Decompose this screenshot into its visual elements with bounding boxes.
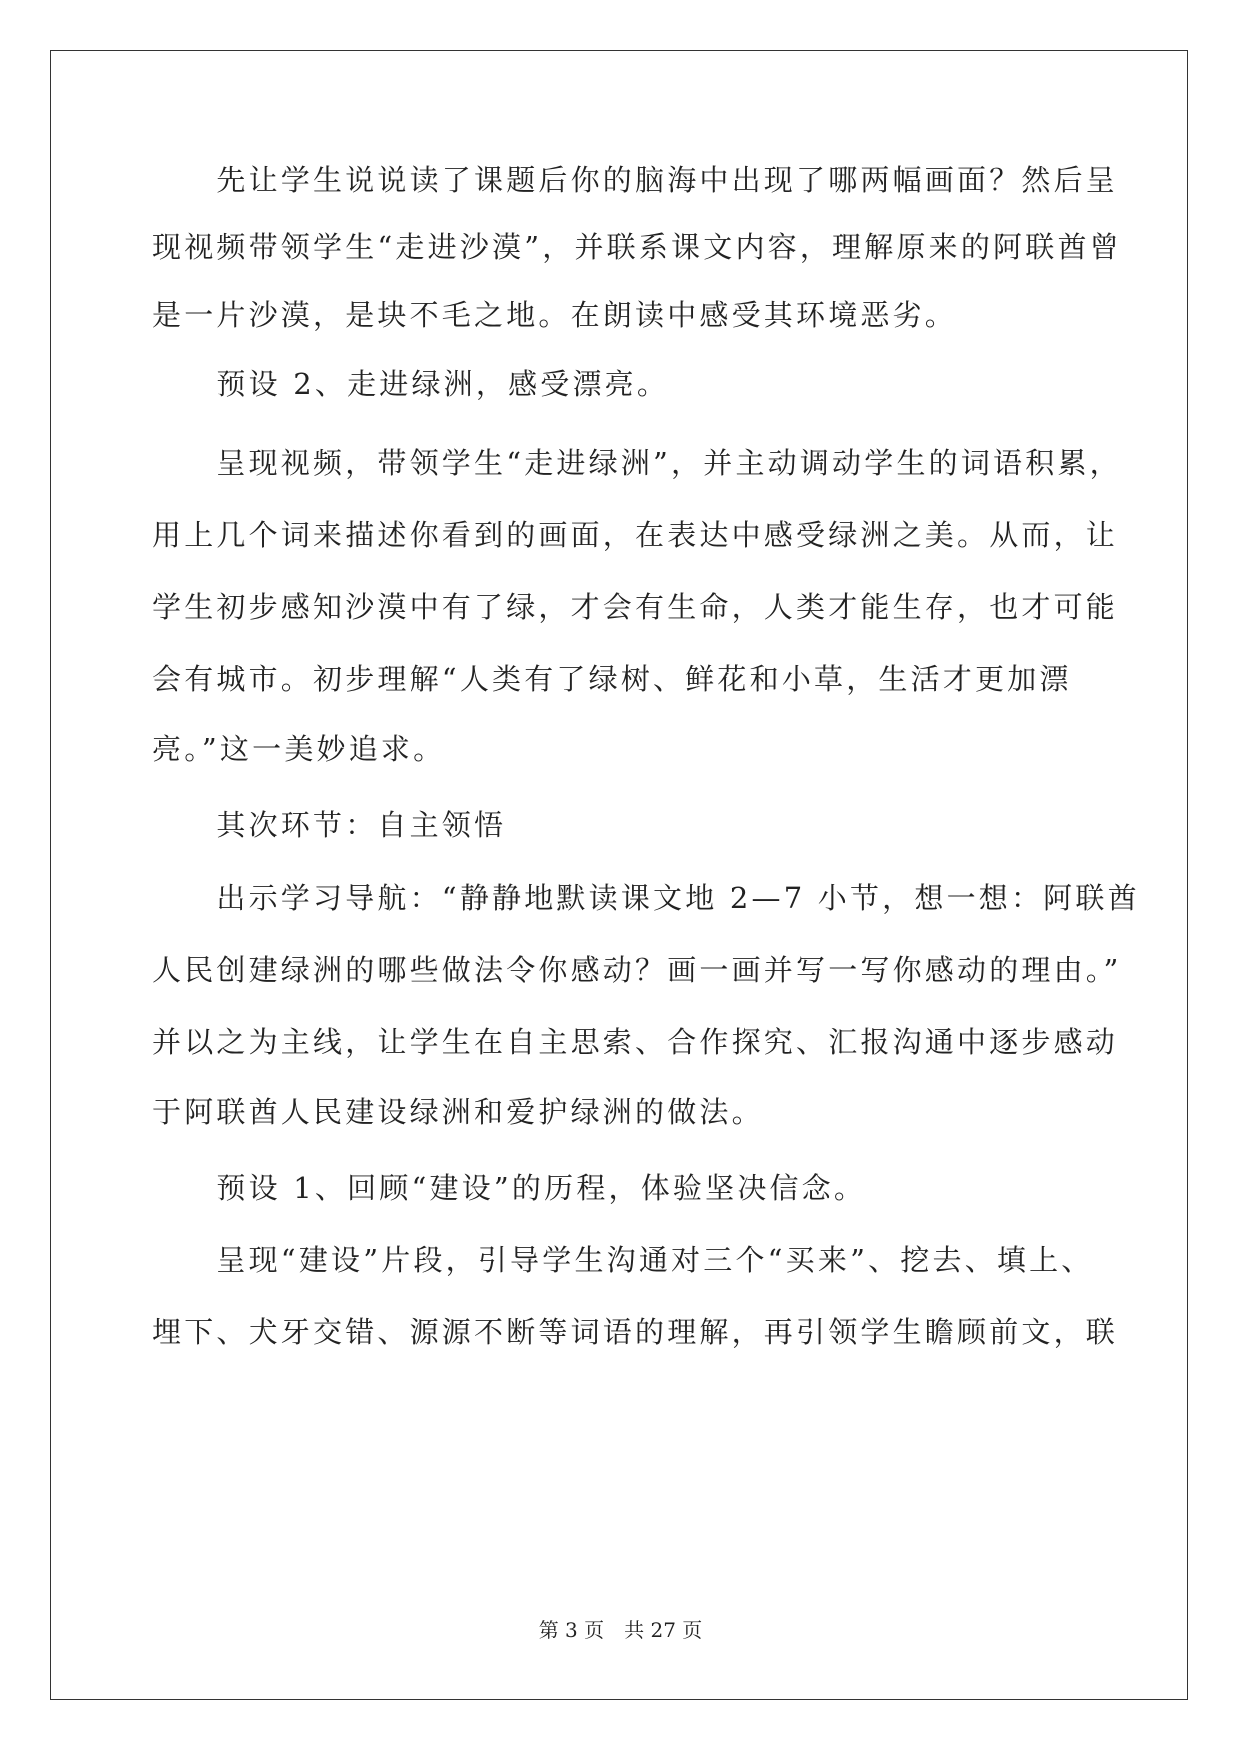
- text-line: 其次环节：自主领悟: [152, 808, 507, 842]
- text-line: 呈现“建设”片段，引导学生沟通对三个“买来”、挖去、填上、: [152, 1243, 1094, 1277]
- text-line: 是一片沙漠，是块不毛之地。在朗读中感受其环境恶劣。: [152, 298, 958, 332]
- text-line: 用上几个词来描述你看到的画面，在表达中感受绿洲之美。从而，让: [152, 518, 1119, 552]
- text-line: 学生初步感知沙漠中有了绿，才会有生命，人类才能生存，也才可能: [152, 590, 1119, 624]
- text-line: 预设 1、回顾“建设”的历程，体验坚决信念。: [152, 1171, 867, 1205]
- text-line: 亮。”这一美妙追求。: [152, 732, 446, 766]
- text-line: 埋下、犬牙交错、源源不断等词语的理解，再引领学生瞻顾前文，联: [152, 1315, 1119, 1349]
- page-number-footer: 第 3 页 共 27 页: [538, 1618, 703, 1642]
- text-line: 预设 2、走进绿洲，感受漂亮。: [152, 367, 670, 401]
- text-line: 现视频带领学生“走进沙漠”，并联系课文内容，理解原来的阿联酋曾: [152, 230, 1122, 264]
- text-line: 并以之为主线，让学生在自主思索、合作探究、汇报沟通中逐步感动: [152, 1025, 1119, 1059]
- text-line: 呈现视频，带领学生“走进绿洲”，并主动调动学生的词语积累，: [152, 446, 1122, 480]
- text-line: 先让学生说说读了课题后你的脑海中出现了哪两幅画面？然后呈: [152, 163, 1119, 197]
- text-line: 出示学习导航：“静静地默读课文地 2—7 小节，想一想：阿联酋: [152, 881, 1140, 915]
- text-line: 会有城市。初步理解“人类有了绿树、鲜花和小草，生活才更加漂: [152, 662, 1072, 696]
- text-line: 于阿联酋人民建设绿洲和爱护绿洲的做法。: [152, 1095, 764, 1129]
- text-line: 人民创建绿洲的哪些做法令你感动？画一画并写一写你感动的理由。”: [152, 953, 1122, 987]
